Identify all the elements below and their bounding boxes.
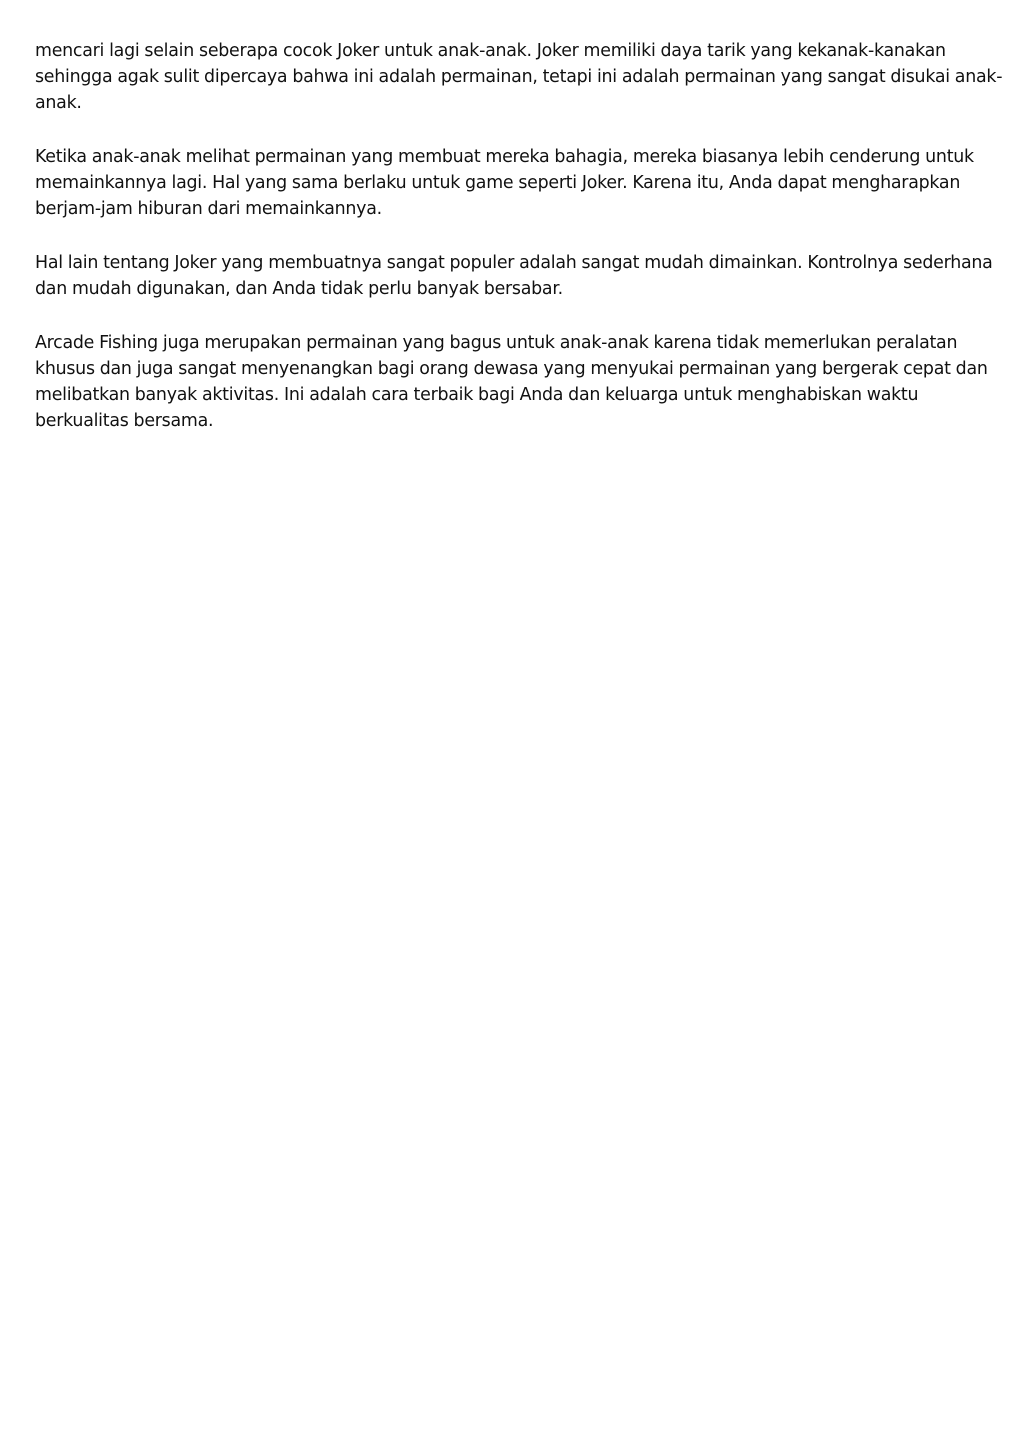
paragraph-line: Ketika anak-anak melihat permainan yang membuat mereka bahagia, mereka biasanya lebih cenderung untuk [35, 147, 974, 167]
paragraph-line: mencari lagi selain seberapa cocok Joker untuk anak-anak. Joker memiliki daya tarik yang kekanak-kanakan [35, 41, 946, 61]
paragraph-line: Hal lain tentang Joker yang membuatnya sangat populer adalah sangat mudah dimainkan. Kontrolnya sederhana [35, 253, 993, 273]
paragraph-line: khusus dan juga sangat menyenangkan bagi orang dewasa yang menyukai permainan yang bergerak cepat dan [35, 359, 988, 379]
paragraph-line: memainkannya lagi. Hal yang sama berlaku untuk game seperti Joker. Karena itu, Anda dapat mengharapkan [35, 173, 961, 193]
paragraph-line: sehingga agak sulit dipercaya bahwa ini adalah permainan, tetapi ini adalah permainan yang sangat disukai anak- [35, 67, 1003, 87]
paragraph-line: berkualitas bersama. [35, 411, 214, 431]
document-page [35, 38, 1003, 462]
paragraph-line: Arcade Fishing juga merupakan permainan yang bagus untuk anak-anak karena tidak memerlukan peralatan [35, 333, 958, 353]
paragraph-4 [35, 330, 988, 434]
paragraph-2 [35, 144, 985, 222]
paragraph-1 [35, 38, 1003, 116]
paragraph-line: dan mudah digunakan, dan Anda tidak perlu banyak bersabar. [35, 279, 563, 299]
paragraph-3 [35, 250, 993, 302]
paragraph-line: melibatkan banyak aktivitas. Ini adalah cara terbaik bagi Anda dan keluarga untuk menghabiskan waktu [35, 385, 919, 405]
paragraph-line: anak. [35, 93, 82, 113]
paragraph-line: berjam-jam hiburan dari memainkannya. [35, 199, 382, 219]
